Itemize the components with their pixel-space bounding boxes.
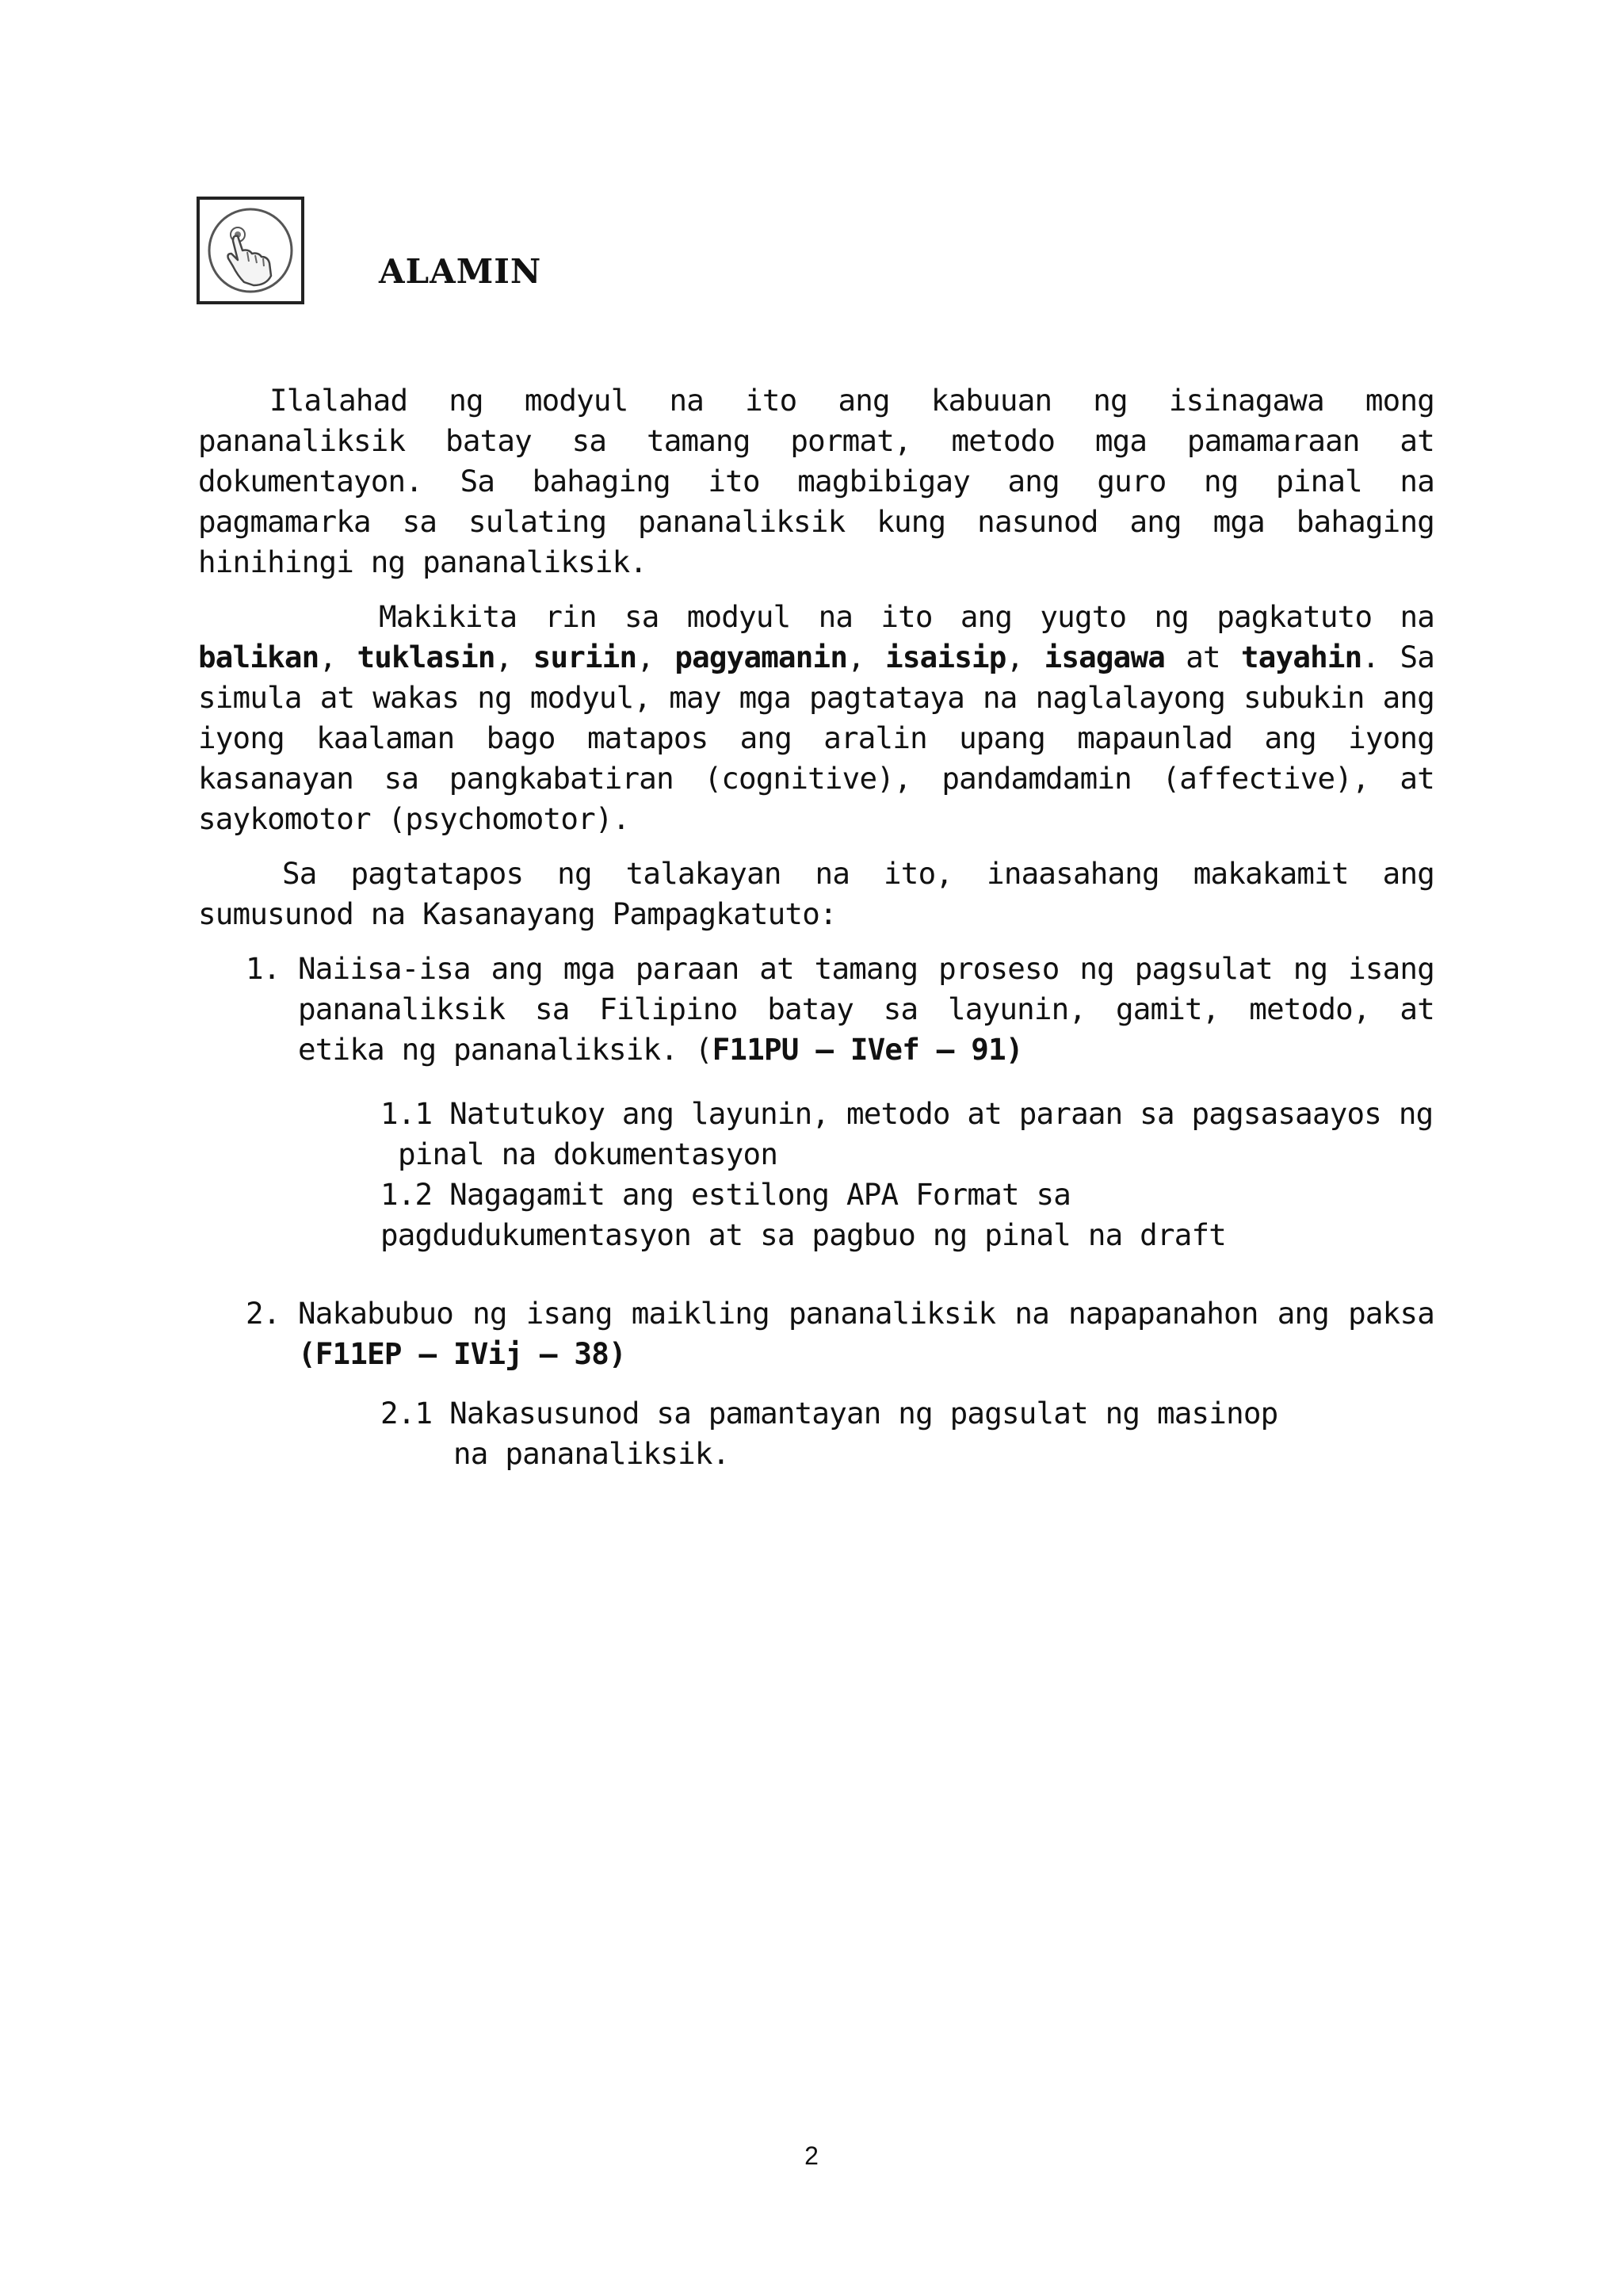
list-number: 2.: [246, 1296, 281, 1331]
sub-objective: [380, 1175, 1434, 1255]
objective-text: Nakabubuo ng isang maikling pananaliksik na napapanahon ang paksa: [298, 1296, 1434, 1331]
page-number: 2: [804, 2141, 819, 2170]
phase-term: pagyamanin: [674, 640, 848, 674]
main-content: [198, 380, 1434, 1474]
phase-term: isaisip: [885, 640, 1006, 674]
paragraph-text: . Sa simula at wakas ng modyul, may mga pagtataya na naglalayong subukin ang iyong kaalaman bago matapos ang aralin upang mapaunlad ang iyong kasanayan sa pangkabatiran (cognitive), pandamdamin (affective), at saykomotor (psychomotor).: [198, 640, 1435, 836]
sub-objective-line: 1.2 Nagagamit ang estilong APA Format sa: [380, 1177, 1071, 1212]
sub-objective-line: 2.1 Nakasusunod sa pamantayan ng pagsulat ng masinop: [380, 1396, 1278, 1431]
phase-term: balikan: [198, 640, 319, 674]
sub-objective: [380, 1094, 1434, 1175]
learning-phases-paragraph: [198, 597, 1434, 839]
separator: ,: [847, 640, 886, 674]
separator: ,: [319, 640, 357, 674]
competency-code: (F11EP – IVij – 38): [298, 1336, 626, 1371]
sub-objective-line: pinal na dokumentasyon: [398, 1137, 778, 1171]
phase-term: suriin: [533, 640, 637, 674]
sub-objective: [380, 1393, 1434, 1474]
section-icon-frame: [197, 197, 304, 304]
sub-objective-line: 1.1 Natutukoy ang layunin, metodo at paraan sa pagsasaayos ng: [380, 1096, 1434, 1131]
intro-paragraph: Ilalahad ng modyul na ito ang kabuuan ng isinagawa mong pananaliksik batay sa tamang pormat, metodo mga pamamaraan at dokumentayon. Sa bahaging ito magbibigay ang guro ng pinal na pagmamarka sa sulating pananaliksik kung nasunod ang mga bahaging hinihingi ng pananaliksik.: [198, 383, 1434, 579]
phase-term: tayahin: [1241, 640, 1362, 674]
list-number: 1.: [246, 951, 281, 986]
objective-item: [198, 949, 1434, 1070]
competency-code: F11PU – IVef – 91): [712, 1032, 1023, 1067]
separator: at: [1165, 640, 1242, 674]
objective-text: Naiisa-isa ang mga paraan at tamang proseso ng pagsulat ng isang pananaliksik sa Filipino batay sa layunin, gamit, metodo, at etika ng pananaliksik. (: [298, 951, 1434, 1067]
separator: ,: [636, 640, 675, 674]
sub-objective-line: na pananaliksik.: [453, 1436, 730, 1471]
separator: ,: [495, 640, 533, 674]
hand-pointer-icon: [203, 203, 298, 298]
objective-item: [198, 1293, 1434, 1374]
phase-term: tuklasin: [357, 640, 495, 674]
phase-term: isagawa: [1044, 640, 1166, 674]
section-title: ALAMIN: [379, 252, 542, 291]
paragraph-text: Makikita rin sa modyul na ito ang yugto ng pagkatuto na: [379, 599, 1434, 634]
objectives-intro-paragraph: Sa pagtatapos ng talakayan na ito, inaasahang makakamit ang sumusunod na Kasanayang Pampagkatuto:: [198, 856, 1434, 931]
sub-objective-line: pagdudukumentasyon at sa pagbuo ng pinal na draft: [380, 1217, 1227, 1252]
separator: ,: [1006, 640, 1044, 674]
